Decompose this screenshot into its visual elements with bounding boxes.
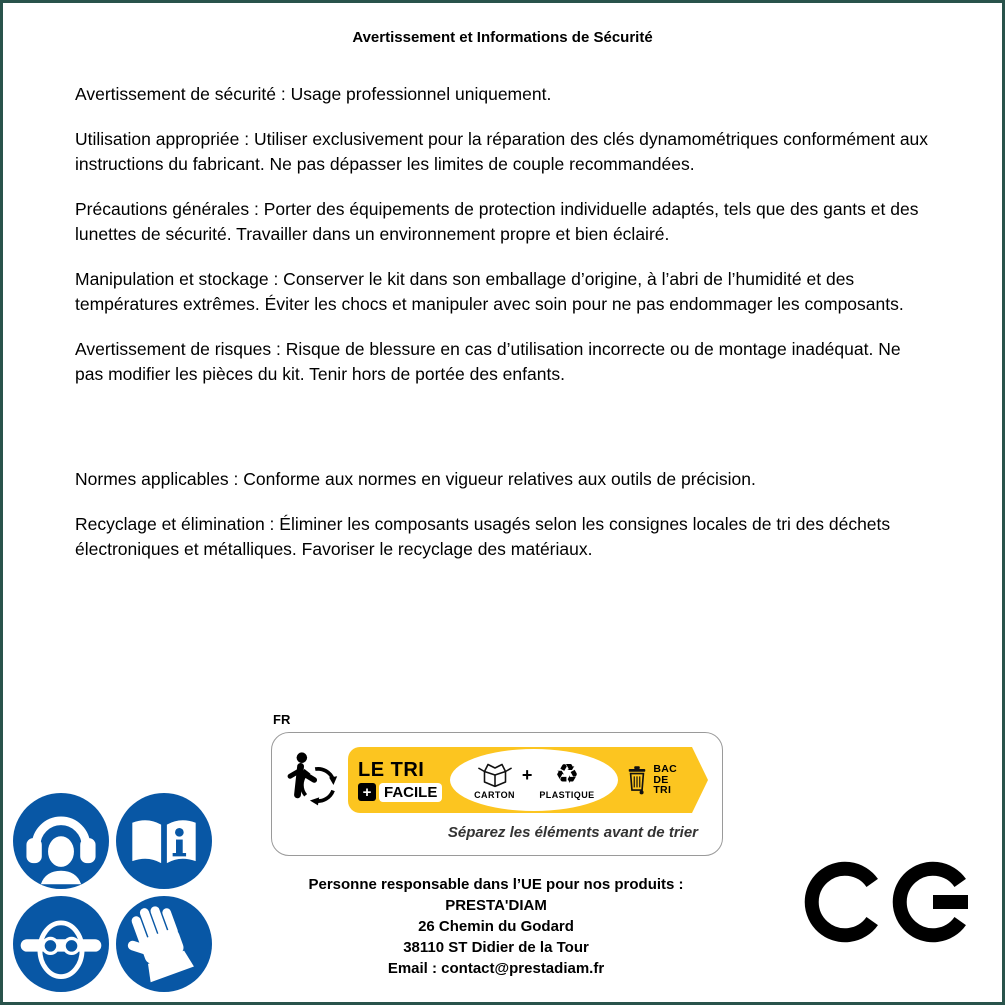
ear-protection-icon <box>13 793 109 889</box>
sorting-bin-block <box>618 764 681 796</box>
safety-text-body <box>75 82 932 562</box>
waste-bin-icon <box>626 764 648 796</box>
le-tri-facile-logo <box>348 759 450 802</box>
plus-separator: + <box>521 764 533 785</box>
le-tri-text: LE TRI <box>358 758 425 781</box>
plastique-item <box>539 758 595 800</box>
safety-paragraph: Manipulation et stockage : Conserver le kit dans son emballage d’origine, à l’abri de l’humidité et des températures extrêmes. Éviter les chocs et manipuler avec soin pour ne pas endommager les composants. <box>75 269 904 314</box>
safety-paragraph: Recyclage et élimination : Éliminer les composants usagés selon les consignes locales de tri des déchets électroniques et métalliques. Favoriser le recyclage des matériaux. <box>75 514 891 559</box>
arrow-tip <box>692 747 708 813</box>
bac-de-tri-label: BAC DE TRI <box>653 763 677 797</box>
carton-label: CARTON <box>474 789 515 800</box>
responsible-heading: Personne responsable dans l’UE pour nos produits : <box>308 876 684 893</box>
company-name: PRESTA'DIAM <box>445 897 547 914</box>
plus-box: + <box>358 783 376 801</box>
eye-protection-icon <box>13 896 109 992</box>
safety-paragraph: Normes applicables : Conforme aux normes en vigueur relatives aux outils de précision. <box>75 469 756 489</box>
safety-paragraph: Précautions générales : Porter des équipements de protection individuelle adaptés, tels que des gants et des lunettes de sécurité. Travailler dans un environnement propre et bien éclairé. <box>75 199 919 244</box>
sorting-banner-row <box>282 740 712 820</box>
sorting-tagline: Séparez les éléments avant de trier <box>447 824 698 841</box>
materials-ellipse <box>450 749 618 811</box>
address-line: 38110 ST Didier de la Tour <box>403 939 589 956</box>
ce-marking-icon <box>803 856 975 948</box>
address-line: 26 Chemin du Godard <box>418 918 574 935</box>
responsible-person-block <box>246 874 746 979</box>
plastic-recycling-icon: ♻ <box>554 758 580 790</box>
plastique-label: PLASTIQUE <box>539 789 595 800</box>
fr-label: FR <box>273 712 291 727</box>
safety-paragraph: Utilisation appropriée : Utiliser exclusivement pour la réparation des clés dynamométriques conformément aux instructions du fabricant. Ne pas dépasser les limites de couple recommandées. <box>75 129 929 174</box>
carton-box-icon <box>476 761 514 789</box>
triman-sorting-banner <box>271 732 723 856</box>
page-title: Avertissement et Informations de Sécurité <box>352 29 653 46</box>
contact-email: Email : contact@prestadiam.fr <box>387 960 605 977</box>
carton-item <box>474 761 515 800</box>
facile-text: FACILE <box>379 783 442 802</box>
read-manual-icon <box>116 793 212 889</box>
le-tri-facile-band <box>348 747 692 813</box>
triman-icon <box>282 744 344 816</box>
mandatory-pictograms <box>13 793 212 992</box>
hand-protection-icon <box>116 896 212 992</box>
safety-paragraph: Avertissement de risques : Risque de blessure en cas d’utilisation incorrecte ou de montage inadéquat. Ne pas modifier les pièces du kit. Tenir hors de portée des enfants. <box>75 339 901 384</box>
safety-paragraph: Avertissement de sécurité : Usage professionnel uniquement. <box>75 84 552 104</box>
